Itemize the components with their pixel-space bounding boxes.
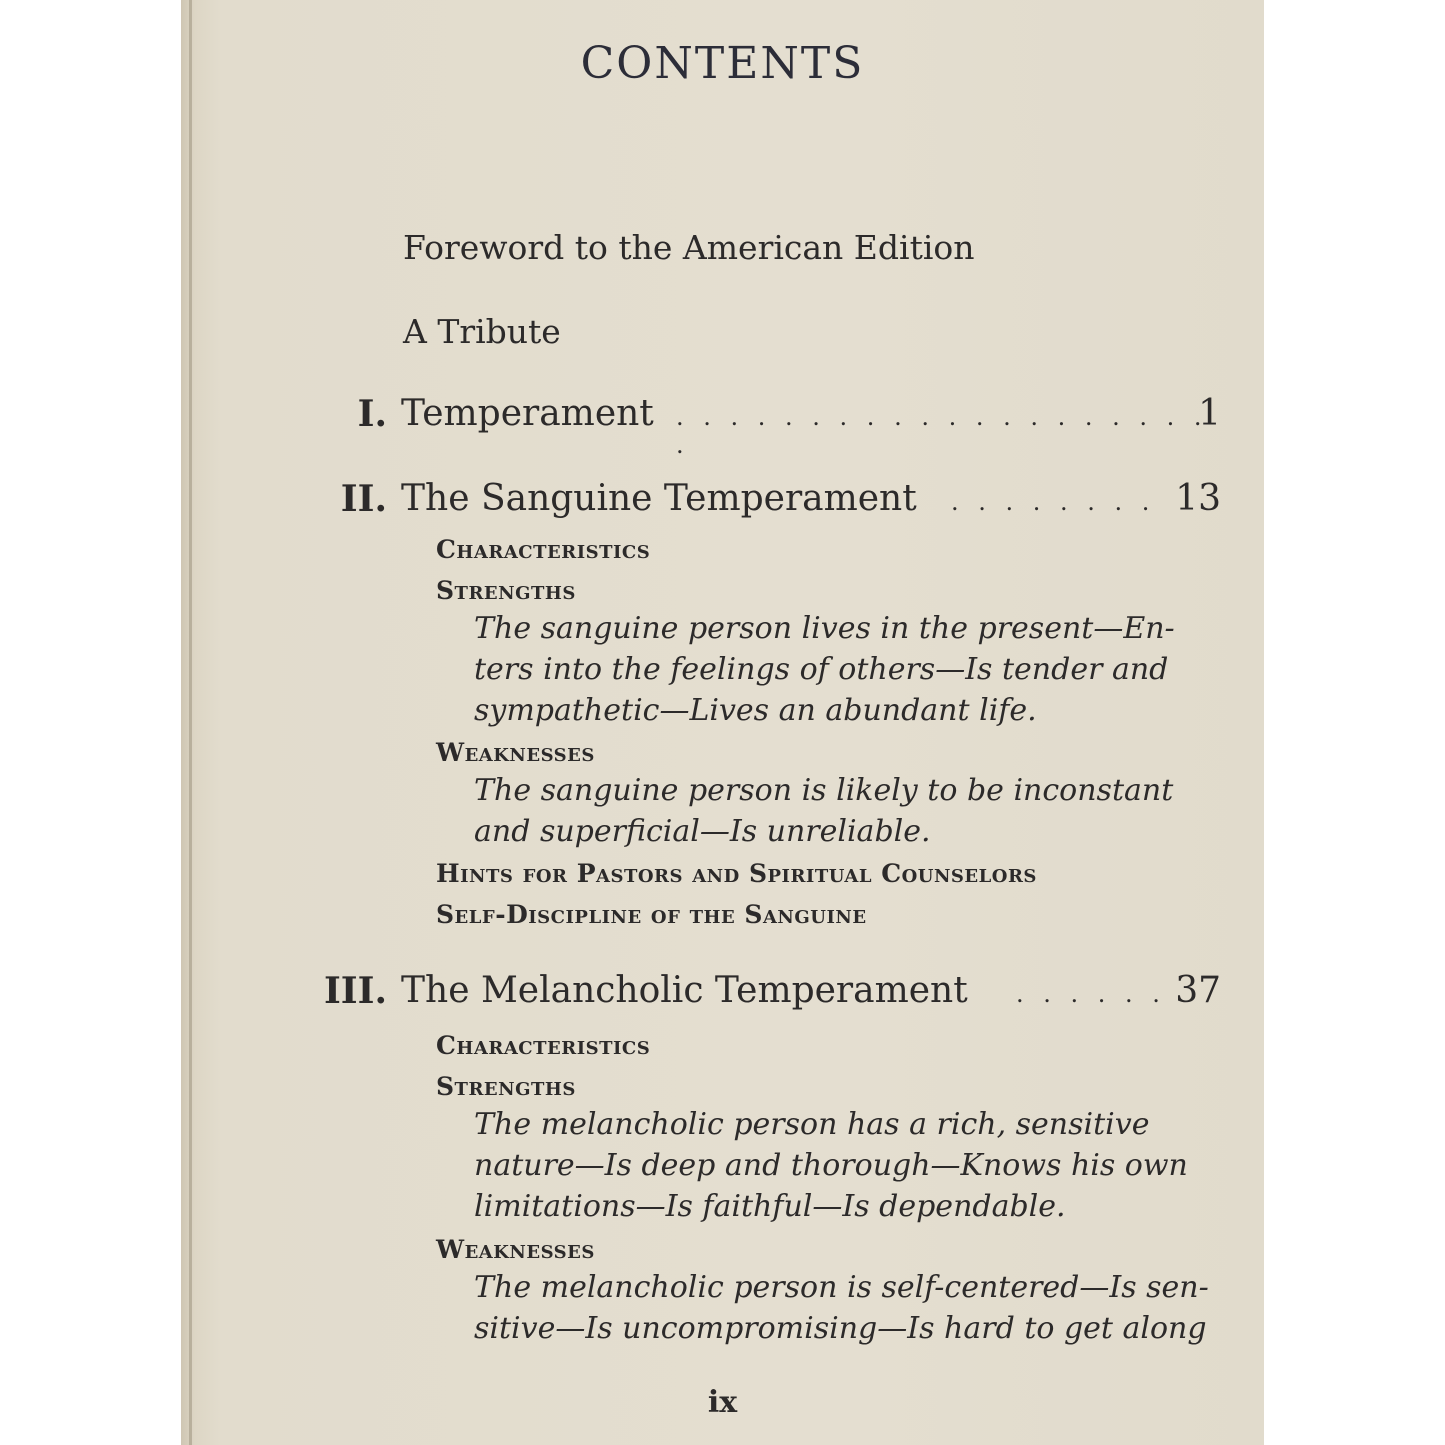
description-line: The sanguine person lives in the present—En- — [474, 611, 1175, 646]
chapter-entry-3 — [281, 970, 1221, 1016]
strengths-description — [474, 1104, 1234, 1227]
weaknesses-description — [474, 770, 1234, 852]
description-line: sitive—Is uncompromising—Is hard to get along — [474, 1311, 1207, 1346]
chapter-page-number: 13 — [1175, 478, 1221, 519]
section-self-discipline: Self-Discipline of the Sanguine — [436, 900, 867, 929]
description-line: The melancholic person is self-centered—Is sen- — [474, 1270, 1209, 1305]
description-line: nature—Is deep and thorough—Knows his own — [474, 1148, 1188, 1183]
chapter-entry-2 — [281, 478, 1221, 524]
dot-leader: . . . . . . . . . . . . . . . . . . . . . — [676, 403, 1208, 459]
strengths-description — [474, 608, 1234, 731]
section-weaknesses: Weaknesses — [436, 1235, 595, 1264]
dot-leader: . . . . . . — [1016, 980, 1166, 1008]
book-page — [181, 0, 1264, 1445]
chapter-number: III. — [323, 970, 387, 1012]
front-matter-foreword: Foreword to the American Edition — [403, 228, 975, 267]
chapter-entry-1 — [281, 393, 1221, 459]
description-line: limitations—Is faithful—Is dependable. — [474, 1189, 1066, 1224]
section-hints: Hints for Pastors and Spiritual Counselors — [436, 859, 1037, 888]
section-characteristics: Characteristics — [436, 535, 651, 564]
page-title: CONTENTS — [580, 38, 865, 89]
description-line: ters into the feelings of others—Is tender and — [474, 652, 1169, 687]
chapter-page-number: 37 — [1175, 970, 1221, 1011]
front-matter-tribute: A Tribute — [403, 312, 561, 351]
page-folio: ix — [707, 1385, 738, 1420]
weaknesses-description — [474, 1267, 1234, 1349]
chapter-title: Temperament — [401, 393, 654, 434]
chapter-number: II. — [340, 478, 387, 520]
description-line: The sanguine person is likely to be inconstant — [474, 773, 1174, 808]
chapter-page-number: 1 — [1198, 393, 1221, 434]
description-line: and superficial—Is unreliable. — [474, 814, 931, 849]
description-line: The melancholic person has a rich, sensitive — [474, 1107, 1150, 1142]
chapter-title: The Sanguine Temperament — [401, 478, 917, 519]
section-characteristics: Characteristics — [436, 1031, 651, 1060]
chapter-number: I. — [357, 393, 387, 435]
section-strengths: Strengths — [436, 576, 576, 605]
chapter-title: The Melancholic Temperament — [401, 970, 968, 1011]
section-strengths: Strengths — [436, 1072, 576, 1101]
description-line: sympathetic—Lives an abundant life. — [474, 693, 1037, 728]
dot-leader: . . . . . . . . — [951, 488, 1156, 516]
section-weaknesses: Weaknesses — [436, 738, 595, 767]
